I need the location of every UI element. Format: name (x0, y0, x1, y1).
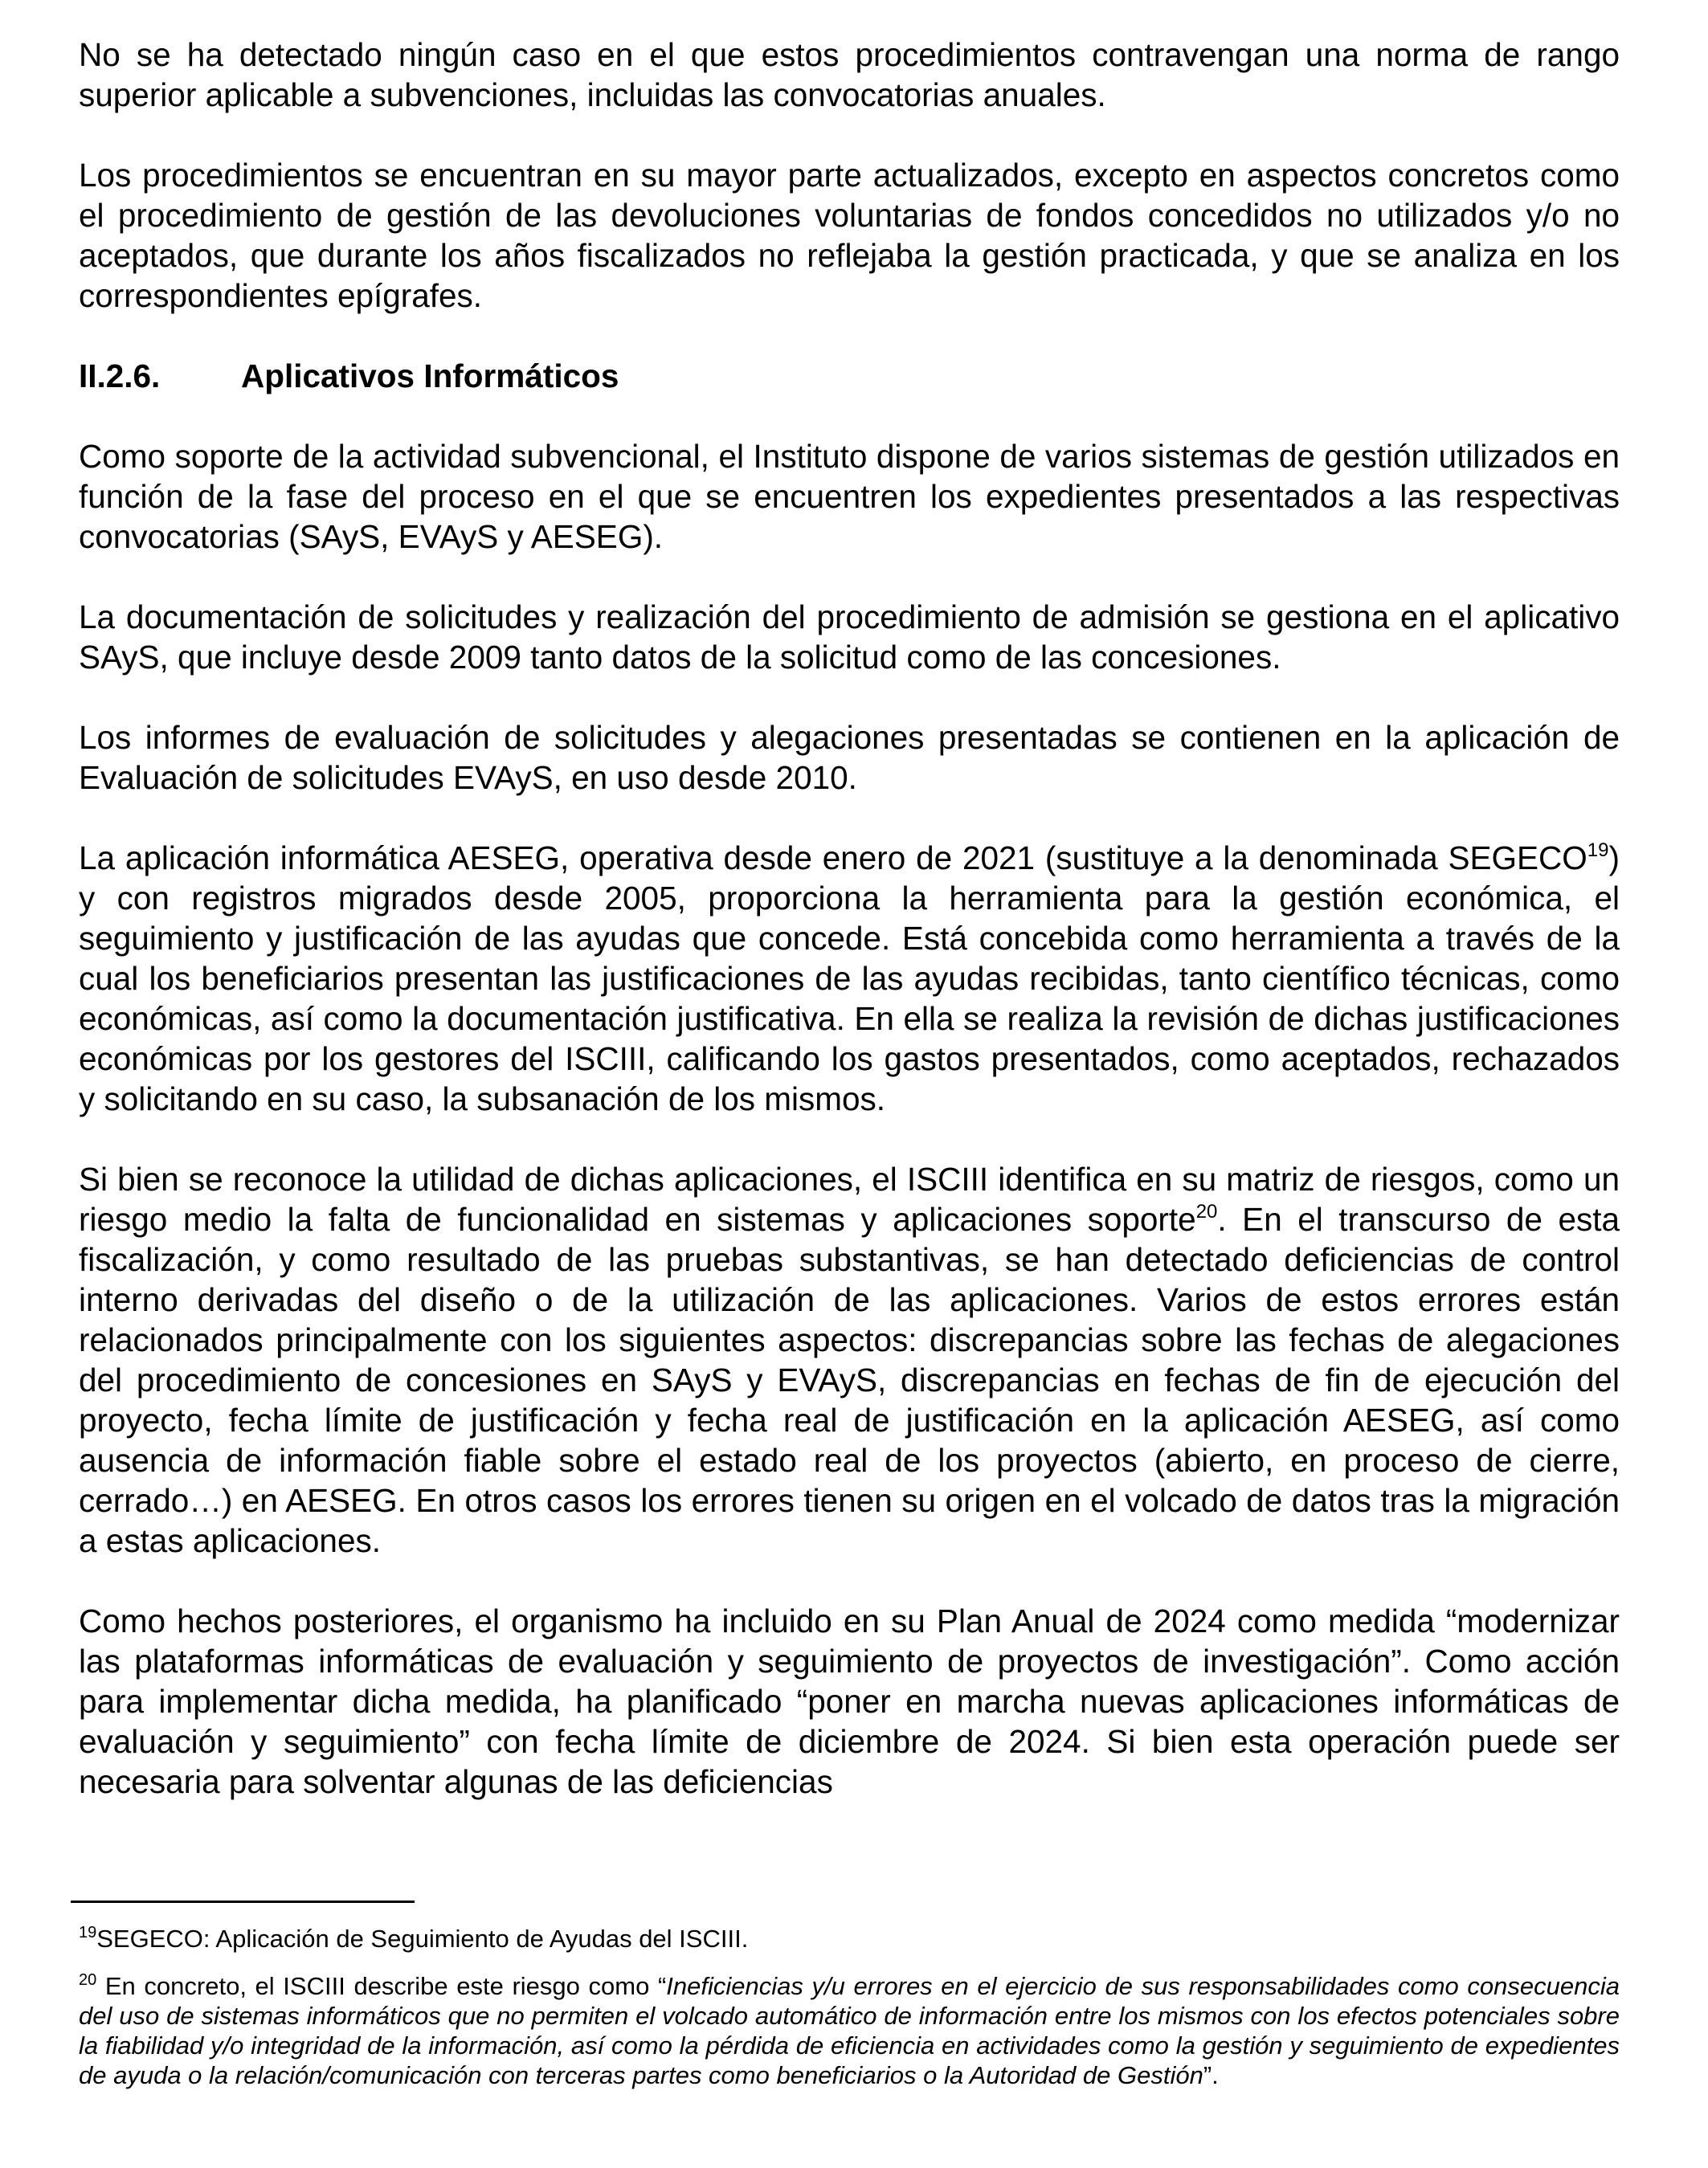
paragraph: Los procedimientos se encuentran en su mayor parte actualizados, excepto en aspectos concretos como el procedimiento de gestión de las devoluciones voluntarias de fondos concedidos no utilizados y/o no aceptados, que durante los años fiscalizados no reflejaba la gestión practicada, y que se analiza en los correspondientes epígrafes. (79, 157, 1620, 314)
footnote-ref-19[interactable]: 19 (1587, 839, 1609, 861)
paragraph-text: . En el transcurso de esta fiscalización, y como resultado de las pruebas substantivas, se han detectado deficiencias de control interno derivadas del diseño o de la utilización de las aplicaciones. Varios de estos errores están relacionados principalmente con los siguientes aspectos: discrepancias sobre las fechas de alegaciones del procedimiento de concesiones en SAyS y EVAyS, discrepancias en fechas de fin de ejecución del proyecto, fecha límite de justificación y fecha real de justificación en la aplicación AESEG, así como ausencia de información fiable sobre el estado real de los proyectos (abierto, en proceso de cierre, cerrado…) en AESEG. En otros casos los errores tienen su origen en el volcado de datos tras la migración a estas aplicaciones. (79, 1201, 1620, 1559)
paragraph: Los informes de evaluación de solicitudes y alegaciones presentadas se contienen en la aplicación de Evaluación de solicitudes EVAyS, en uso desde 2010. (79, 719, 1620, 796)
section-number: II.2.6. (79, 357, 161, 394)
paragraph: La documentación de solicitudes y realización del procedimiento de admisión se gestiona en el aplicativo SAyS, que incluye desde 2009 tanto datos de la solicitud como de las concesiones. (79, 598, 1620, 676)
footnote-quote: Ineficiencias y/u errores en el ejercicio de sus responsabilidades como consecuencia del uso de sistemas informáticos que no permiten el volcado automático de información entre los mismos con los efectos potenciales sobre la fiabilidad y/o integridad de la información, así como la pérdida de eficiencia en actividades como la gestión y seguimiento de expedientes de ayuda o la relación/comunicación con terceras partes como beneficiarios o la Autoridad de Gestión (79, 1972, 1620, 2089)
document-body (79, 35, 1620, 1842)
footnotes (79, 1901, 1620, 2090)
footnote-number: 19 (79, 1924, 97, 1941)
footnote-text: En concreto, el ISCIII describe este riesgo como “ (96, 1972, 667, 2000)
section-heading (79, 356, 1620, 396)
paragraph: Como soporte de la actividad subvencional, el Instituto dispone de varios sistemas de gestión utilizados en función de la fase del proceso en el que se encuentren los expedientes presentados a las respectivas convocatorias (SAyS, EVAyS y AESEG). (79, 438, 1620, 555)
footnote-19 (79, 1924, 1620, 1954)
footnote-number: 20 (79, 1971, 97, 1989)
paragraph: Como hechos posteriores, el organismo ha incluido en su Plan Anual de 2024 como medida “modernizar las plataformas informáticas de evaluación y seguimiento de proyectos de investigación”. Como acción para implementar dicha medida, ha planificado “poner en marcha nuevas aplicaciones informáticas de evaluación y seguimiento” con fecha límite de diciembre de 2024. Si bien esta operación puede ser necesaria para solventar algunas de las deficiencias (79, 1603, 1620, 1800)
paragraph (79, 1159, 1620, 1561)
footnote-text: ”. (1203, 2061, 1219, 2089)
footnote-separator (71, 1901, 415, 1903)
paragraph-text: La aplicación informática AESEG, operativa desde enero de 2021 (sustituye a la denominada SEGECO (79, 839, 1587, 876)
paragraph-text: Si bien se reconoce la utilidad de dichas aplicaciones, el ISCIII identifica en su matriz de riesgos, como un riesgo medio la falta de funcionalidad en sistemas y aplicaciones soporte (79, 1161, 1620, 1238)
paragraph: No se ha detectado ningún caso en el que estos procedimientos contravengan una norma de rango superior aplicable a subvenciones, incluidas las convocatorias anuales. (79, 36, 1620, 113)
paragraph (79, 838, 1620, 1119)
footnote-20 (79, 1971, 1620, 2090)
paragraph-text: ) y con registros migrados desde 2005, proporciona la herramienta para la gestión económica, el seguimiento y justificación de las ayudas que concede. Está concebida como herramienta a través de la cual los beneficiarios presentan las justificaciones de las ayudas recibidas, tanto científico técnicas, como económicas, así como la documentación justificativa. En ella se realiza la revisión de dichas justificaciones económicas por los gestores del ISCIII, calificando los gastos presentados, como aceptados, rechazados y solicitando en su caso, la subsanación de los mismos. (79, 839, 1620, 1117)
section-title: Aplicativos Informáticos (241, 357, 619, 394)
footnote-ref-20[interactable]: 20 (1195, 1201, 1218, 1223)
footnote-text: SEGECO: Aplicación de Seguimiento de Ayudas del ISCIII. (96, 1925, 749, 1953)
